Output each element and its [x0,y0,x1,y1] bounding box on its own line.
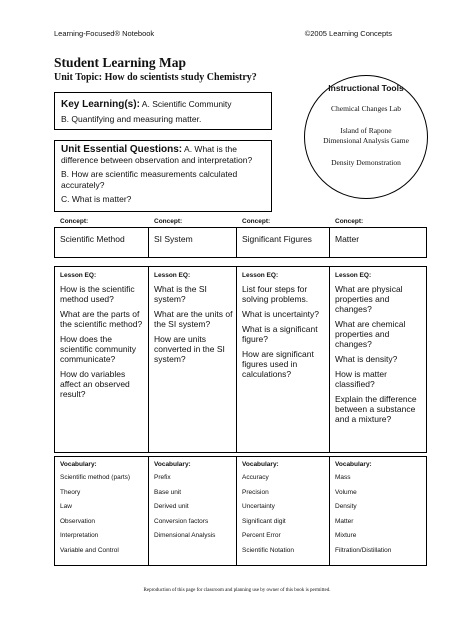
lesson-question: What are the parts of the scientific method? [60,309,143,329]
vocab-term: Interpretation [60,532,99,539]
vocab-term: Law [60,503,72,510]
vocab-term: Derived unit [154,503,189,510]
lesson-eq-label: Lesson EQ: [60,272,97,279]
lesson-eq-label: Lesson EQ: [242,272,279,279]
tool-item: Chemical Changes Lab [331,104,401,113]
vocabulary-label: Vocabulary: [60,461,97,468]
lesson-eq-label: Lesson EQ: [154,272,191,279]
lesson-question: What is density? [335,354,398,364]
concept-label: Concept: [335,218,364,225]
vocab-term: Significant digit [242,517,286,525]
unit-topic: Unit Topic: How do scientists study Chemistry? [54,72,257,83]
essential-question-a: A. What is the difference between observation and interpretation? [61,144,253,165]
essential-questions-box [54,140,272,212]
column-divider [148,456,149,566]
vocabulary-label: Vocabulary: [242,461,279,468]
vocab-term: Percent Error [242,532,281,539]
vocab-term: Volume [335,488,357,496]
header-right: ©2005 Learning Concepts [304,29,392,38]
page-title: Student Learning Map [54,55,187,70]
essential-question-c: C. What is matter? [61,194,132,204]
lesson-cell-3 [242,272,326,384]
lesson-question: Explain the difference between a substance and a mixture? [335,394,417,424]
column-divider [148,266,149,453]
lesson-cell-1 [60,272,144,404]
column-divider [329,266,330,453]
vocab-term: Mixture [335,532,357,539]
vocab-term: Scientific Notation [242,546,295,554]
lesson-question: What is uncertainty? [242,309,320,319]
lesson-question: How are significant figures used in calculations? [242,349,314,379]
vocab-term: Uncertainty [242,503,275,510]
vocab-term: Prefix [154,474,171,481]
lesson-question: How does the scientific community communicate? [60,334,137,364]
tool-item: Density Demonstration [331,158,401,167]
vocab-term: Density [335,503,357,510]
vocab-term: Conversion factors [154,517,209,525]
essential-question-b: B. How are scientific measurements calculated accurately? [61,169,238,190]
lesson-cell-4 [335,272,423,429]
vocabulary-label: Vocabulary: [154,461,191,468]
key-learning-a: A. Scientific Community [139,99,232,109]
essential-questions-label: Unit Essential Questions: [61,144,183,155]
lesson-question: What is the SI system? [154,284,207,304]
footer-note: Reproduction of this page for classroom and planning use by owner of this book is permitted. [143,588,331,593]
vocab-cell-2 [154,461,234,544]
vocab-cell-4 [335,461,423,558]
key-learning-label: Key Learning(s): [61,99,140,110]
vocab-term: Matter [335,517,354,525]
header-left: Learning-Focused® Notebook [54,29,155,38]
concept-cell: Scientific Method [60,234,125,244]
concept-cell: Matter [335,234,360,244]
lesson-question: What are the units of the SI system? [154,309,233,329]
concept-label: Concept: [242,218,271,225]
vocab-term: Filtration/Distillation [335,546,392,554]
concept-cell: Significant Figures [242,234,312,244]
vocab-term: Scientific method (parts) [60,474,131,481]
vocab-term: Mass [335,474,351,481]
lesson-question: How is the scientific method used? [60,284,135,304]
lesson-question: How do variables affect an observed result? [60,369,130,399]
lesson-question: How are units converted in the SI system? [154,334,225,364]
vocab-term: Precision [242,488,269,496]
vocab-term: Observation [60,517,96,525]
lesson-question: What is a significant figure? [242,324,318,344]
key-learning-box [54,92,272,130]
lesson-cell-2 [154,272,234,369]
tool-item: Island of Rapone [340,126,392,135]
concept-label: Concept: [60,218,89,225]
vocab-cell-1 [60,461,146,558]
vocab-term: Theory [60,488,81,496]
lesson-question: What are physical properties and changes? [335,284,403,314]
vocab-term: Accuracy [242,474,269,481]
column-divider [236,456,237,566]
lesson-question: How is matter classified? [335,369,387,389]
vocab-term: Base unit [154,488,182,496]
lesson-question: What are chemical properties and changes? [335,319,406,349]
lesson-question: List four steps for solving problems. [242,284,309,304]
concept-cell: SI System [154,234,193,244]
lesson-eq-label: Lesson EQ: [335,272,372,279]
concept-label: Concept: [154,218,183,225]
key-learning-b: B. Quantifying and measuring matter. [61,114,202,124]
tool-item: Dimensional Analysis Game [323,136,409,145]
column-divider [236,227,237,258]
vocab-term: Variable and Control [60,546,119,554]
instructional-tools-title: Instructional Tools [328,83,404,93]
column-divider [329,227,330,258]
column-divider [236,266,237,453]
vocab-term: Dimensional Analysis [154,532,216,539]
column-divider [329,456,330,566]
vocab-cell-3 [242,461,326,558]
column-divider [148,227,149,258]
vocabulary-label: Vocabulary: [335,461,372,468]
